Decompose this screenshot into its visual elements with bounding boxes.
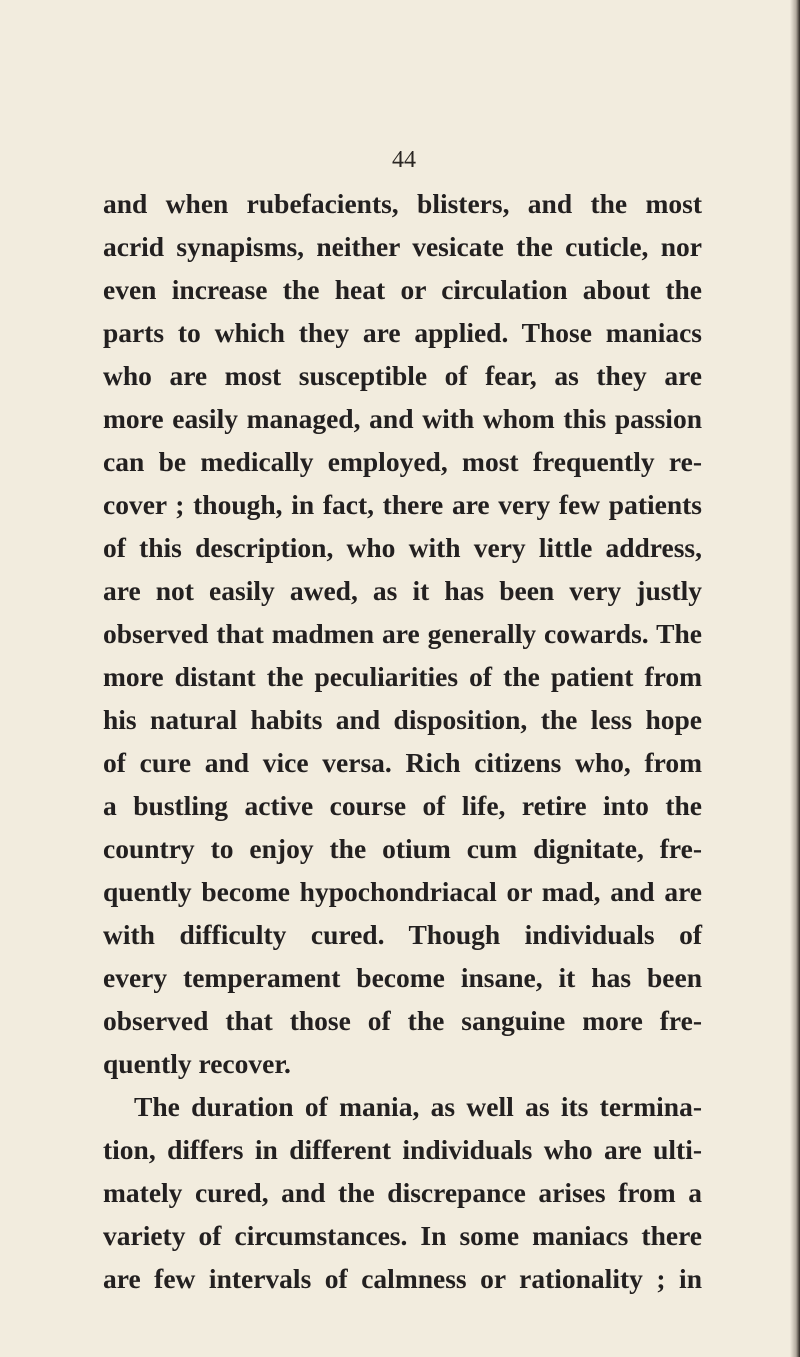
text-line: even increase the heat or circulation about the [103,274,702,305]
text-line: variety of circumstances. In some maniacs there [103,1220,702,1251]
text-line: every temperament become insane, it has been [103,962,702,993]
text-line: quently recover. [103,1048,291,1079]
text-line: quently become hypochondriacal or mad, and are [103,876,702,907]
text-line: more distant the peculiarities of the patient from [103,661,702,692]
text-line: who are most susceptible of fear, as they are [103,360,702,391]
body-text [0,184,800,1304]
text-line: are few intervals of calmness or rationality ; in [103,1263,702,1294]
text-line: tion, differs in different individuals who are ulti- [103,1134,702,1165]
text-line: are not easily awed, as it has been very justly [103,575,702,606]
page-number: 44 [392,147,416,173]
text-line: more easily managed, and with whom this passion [103,403,702,434]
text-line: observed that those of the sanguine more fre- [103,1005,702,1036]
text-line: parts to which they are applied. Those maniacs [103,317,702,348]
text-line: acrid synapisms, neither vesicate the cuticle, nor [103,231,702,262]
text-line: his natural habits and disposition, the less hope [103,704,702,735]
text-line: with difficulty cured. Though individuals of [103,919,702,950]
text-line: mately cured, and the discrepance arises from a [103,1177,702,1208]
text-line: The duration of mania, as well as its termina- [134,1091,702,1122]
text-line: of cure and vice versa. Rich citizens who, from [103,747,702,778]
text-line: a bustling active course of life, retire into the [103,790,702,821]
text-line: can be medically employed, most frequently re- [103,446,702,477]
text-line: cover ; though, in fact, there are very few patients [103,489,702,520]
text-line: observed that madmen are generally cowards. The [103,618,702,649]
text-line: of this description, who with very little address, [103,532,702,563]
text-line: country to enjoy the otium cum dignitate, fre- [103,833,702,864]
text-line: and when rubefacients, blisters, and the most [103,188,702,219]
